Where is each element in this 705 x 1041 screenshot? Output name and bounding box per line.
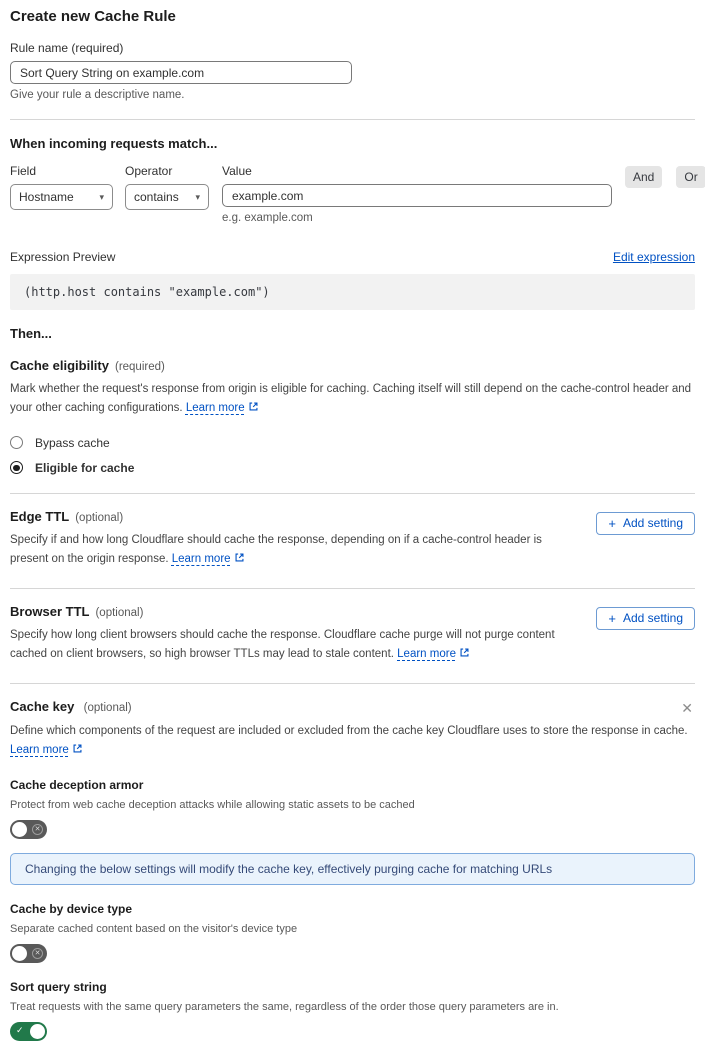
page-title: Create new Cache Rule [10, 8, 176, 25]
bypass-cache-label: Bypass cache [35, 435, 110, 450]
external-link-icon [459, 646, 470, 665]
then-section-heading: Then... [10, 326, 52, 341]
expression-preview-row [10, 250, 695, 264]
edge-ttl-section [10, 509, 695, 570]
add-setting-label: Add setting [622, 611, 683, 626]
close-icon[interactable]: ✕ [681, 699, 693, 716]
divider [10, 588, 695, 589]
cache-by-device-type-toggle[interactable] [10, 944, 47, 963]
expression-code-block [10, 274, 695, 310]
divider [10, 119, 695, 120]
cache-deception-armor-toggle[interactable] [10, 820, 47, 839]
cache-eligibility-description [10, 380, 695, 419]
operator-select-value: contains [134, 190, 179, 204]
toggle-off-x-icon: ✕ [32, 824, 43, 835]
cache-eligibility-description-text: Mark whether the request's response from origin is eligible for caching. Caching itself will still depend on the cache-control header and your other caching configurations. [10, 383, 692, 414]
cache-deception-armor-title: Cache deception armor [10, 777, 144, 792]
toggle-off-x-icon: ✕ [32, 948, 43, 959]
cache-key-header [10, 699, 695, 717]
browser-ttl-section [10, 604, 695, 665]
and-button[interactable]: And [625, 166, 662, 188]
toggle-knob [12, 822, 27, 837]
operator-label: Operator [125, 164, 173, 178]
edge-ttl-description [10, 531, 570, 570]
field-select-value: Hostname [19, 190, 74, 204]
browser-ttl-title: Browser TTL [10, 603, 90, 619]
browser-ttl-title-row [10, 604, 570, 619]
external-link-icon [248, 400, 259, 419]
cache-key-description [10, 722, 695, 761]
cache-eligibility-title-row [10, 358, 695, 373]
external-link-icon [234, 551, 245, 570]
or-button[interactable]: Or [676, 166, 705, 188]
field-column [10, 164, 125, 210]
rule-name-help: Give your rule a descriptive name. [10, 89, 185, 101]
plus-icon: + [608, 515, 616, 531]
rule-name-group [10, 41, 695, 101]
value-input[interactable] [222, 184, 612, 207]
chevron-down-icon: ▾ [195, 191, 200, 202]
radio-unselected-icon[interactable] [10, 436, 23, 449]
sort-query-string-toggle[interactable] [10, 1022, 47, 1041]
operator-column [125, 164, 222, 210]
cache-key-qualifier: (optional) [83, 701, 132, 714]
browser-ttl-add-setting-button[interactable] [596, 607, 695, 630]
eligible-for-cache-option[interactable] [10, 461, 695, 475]
value-column [222, 164, 612, 224]
learn-more-link[interactable]: Learn more [397, 647, 456, 660]
expression-preview-label: Expression Preview [10, 250, 116, 264]
field-select[interactable] [10, 184, 113, 210]
cache-by-device-type-title: Cache by device type [10, 901, 133, 916]
toggle-knob [12, 946, 27, 961]
add-setting-label: Add setting [622, 516, 683, 531]
browser-ttl-description [10, 626, 570, 665]
edge-ttl-qualifier: (optional) [75, 511, 124, 524]
edge-ttl-description-text: Specify if and how long Cloudflare should cache the response, depending on if a cache-control header is present on the origin response. [10, 533, 542, 565]
value-help: e.g. example.com [222, 212, 313, 224]
learn-more-link[interactable]: Learn more [171, 552, 231, 565]
chevron-down-icon: ▾ [99, 191, 104, 202]
browser-ttl-qualifier: (optional) [95, 606, 144, 619]
match-condition-row [10, 164, 698, 224]
browser-ttl-description-text: Specify how long client browsers should cache the response. Cloudflare cache purge will not purge content cached on client browsers, so high browser TTLs may lead to stale content. [10, 628, 555, 660]
field-label: Field [10, 164, 37, 178]
cache-eligibility-qualifier: (required) [114, 361, 165, 373]
sort-query-string-description: Treat requests with the same query parameters the same, regardless of the order those query parameters are in. [10, 1000, 559, 1013]
edge-ttl-title: Edge TTL [10, 508, 70, 524]
sort-query-string-title: Sort query string [10, 979, 107, 994]
rule-name-input[interactable] [10, 61, 352, 84]
learn-more-link[interactable]: Learn more [185, 401, 245, 414]
toggle-on-check-icon: ✓ [16, 1024, 24, 1035]
radio-selected-icon[interactable] [10, 461, 23, 474]
toggle-knob [30, 1024, 45, 1039]
edge-ttl-title-row [10, 509, 570, 524]
cache-key-title-row [10, 699, 132, 714]
expression-code: (http.host contains "example.com") [24, 285, 270, 299]
learn-more-link[interactable]: Learn more [10, 743, 69, 756]
bypass-cache-option[interactable] [10, 436, 695, 450]
cache-eligibility-title: Cache eligibility [10, 358, 109, 373]
plus-icon: + [608, 610, 616, 626]
eligible-for-cache-label: Eligible for cache [35, 460, 135, 475]
rule-name-label: Rule name (required) [10, 41, 124, 55]
cache-by-device-type-description: Separate cached content based on the visitor's device type [10, 922, 298, 935]
external-link-icon [72, 742, 83, 761]
operator-select[interactable] [125, 184, 209, 210]
browser-ttl-content [10, 604, 570, 665]
cache-key-description-text: Define which components of the request are included or excluded from the cache key Cloudflare uses to store the response in cache. [10, 724, 688, 737]
cache-key-warning-banner: Changing the below settings will modify the cache key, effectively purging cache for matching URLs [10, 853, 695, 885]
value-label: Value [222, 164, 252, 178]
cache-key-title: Cache key [10, 698, 75, 714]
divider [10, 493, 695, 494]
edit-expression-link[interactable]: Edit expression [612, 250, 695, 264]
divider [10, 683, 695, 684]
edge-ttl-content [10, 509, 570, 570]
edge-ttl-add-setting-button[interactable] [596, 512, 695, 535]
cache-deception-armor-description: Protect from web cache deception attacks while allowing static assets to be cached [10, 798, 415, 811]
match-section-heading: When incoming requests match... [10, 136, 218, 151]
